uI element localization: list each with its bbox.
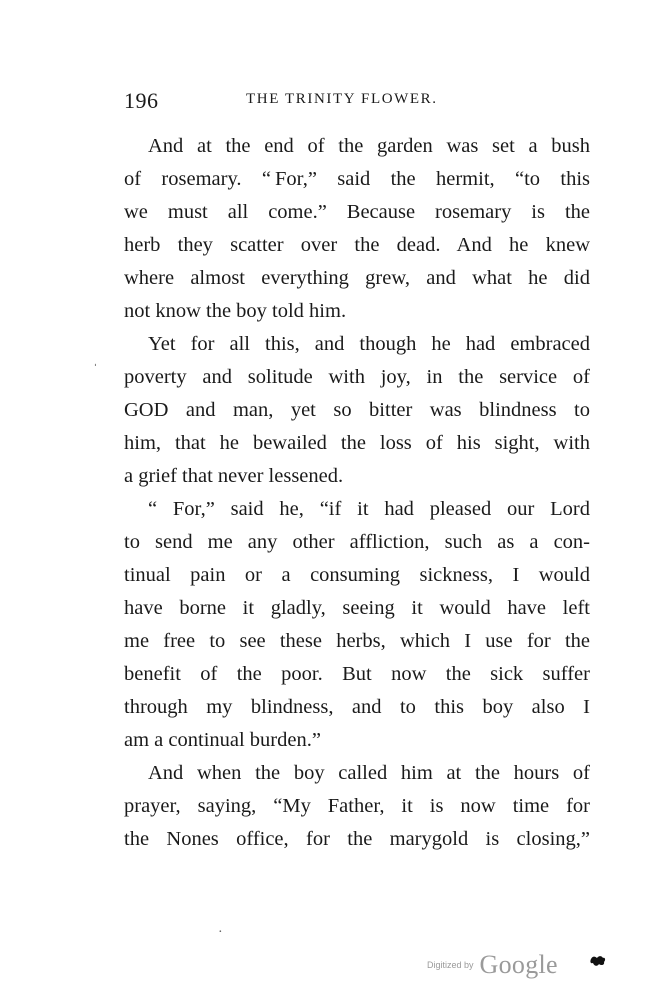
- digitized-label: Digitized by: [427, 960, 474, 970]
- paragraph: [124, 757, 590, 856]
- text-line: a grief that never lessened.: [124, 465, 344, 487]
- text-line: through my blindness, and to this boy also I: [124, 696, 590, 718]
- paragraph: [124, 130, 590, 328]
- text-line: And at the end of the garden was set a bush: [148, 135, 590, 157]
- text-line: of rosemary. “ For,” said the hermit, “to this: [124, 168, 590, 190]
- text-line: Yet for all this, and though he had embraced: [148, 333, 590, 355]
- text-line: not know the boy told him.: [124, 300, 347, 322]
- text-line: where almost everything grew, and what he did: [124, 267, 590, 289]
- ink-blot-icon: [590, 955, 606, 967]
- text-line: And when the boy called him at the hours of: [148, 762, 590, 784]
- text-line: benefit of the poor. But now the sick suffer: [124, 663, 590, 685]
- digitized-by-google-watermark: [427, 950, 558, 980]
- running-head: [124, 88, 590, 112]
- text-line: we must all come.” Because rosemary is the: [124, 201, 590, 223]
- text-line: to send me any other affliction, such as a con-: [124, 531, 590, 553]
- body-text: [124, 130, 590, 856]
- scan-speck: ·: [218, 925, 223, 940]
- text-line: the Nones office, for the marygold is closing,”: [124, 828, 590, 850]
- text-line: am a continual burden.”: [124, 729, 321, 751]
- text-line: prayer, saying, “My Father, it is now time for: [124, 795, 590, 817]
- text-line: herb they scatter over the dead. And he knew: [124, 234, 590, 256]
- text-line: tinual pain or a consuming sickness, I would: [124, 564, 590, 586]
- text-line: GOD and man, yet so bitter was blindness to: [124, 399, 590, 421]
- paragraph: [124, 328, 590, 493]
- text-line: “ For,” said he, “if it had pleased our Lord: [148, 498, 590, 520]
- text-line: poverty and solitude with joy, in the service of: [124, 366, 590, 388]
- running-title: THE TRINITY FLOWER.: [246, 91, 438, 107]
- google-logo: Google: [479, 950, 558, 979]
- text-line: me free to see these herbs, which I use for the: [124, 630, 590, 652]
- text-line: have borne it gladly, seeing it would have left: [124, 597, 590, 619]
- paragraph: [124, 493, 590, 757]
- text-line: him, that he bewailed the loss of his sight, with: [124, 432, 590, 454]
- scan-speck: ˌ: [93, 352, 98, 367]
- page-number: 196: [124, 88, 159, 113]
